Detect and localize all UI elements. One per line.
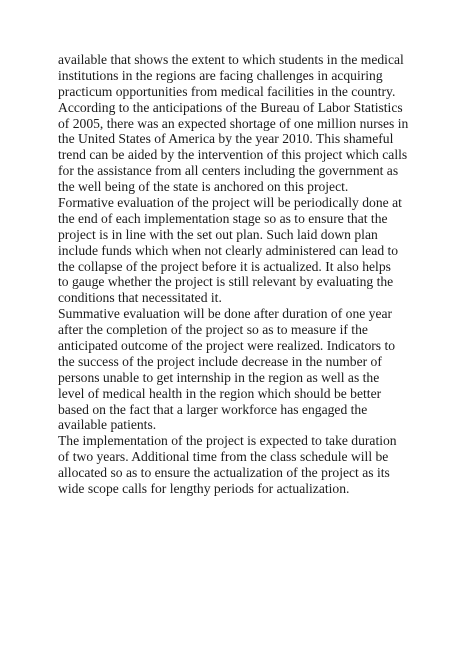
text-line: conditions that necessitated it. [58, 290, 222, 306]
text-line: the collapse of the project before it is actualized. It also helps [58, 258, 391, 274]
text-line: Summative evaluation will be done after duration of one year [58, 306, 393, 322]
text-line: allocated so as to ensure the actualization of the project as its [58, 465, 390, 481]
text-line: the end of each implementation stage so as to ensure that the [58, 210, 388, 226]
text-line: include funds which when not clearly administered can lead to [58, 242, 399, 258]
text-line: The implementation of the project is expected to take duration [58, 433, 397, 449]
text-line: institutions in the regions are facing challenges in acquiring [58, 67, 383, 83]
text-line: after the completion of the project so as to measure if the [58, 322, 368, 338]
text-line: the United States of America by the year 2010. This shameful [58, 131, 394, 147]
text-line: based on the fact that a larger workforce has engaged the [58, 401, 368, 417]
text-line: anticipated outcome of the project were realized. Indicators to [58, 338, 396, 354]
text-line: level of medical health in the region which should be better [58, 385, 382, 401]
text-line: of two years. Additional time from the class schedule will be [58, 449, 389, 465]
text-line: available that shows the extent to which students in the medical [58, 52, 404, 67]
text-line: for the assistance from all centers including the government as [58, 163, 399, 179]
text-line: Formative evaluation of the project will be periodically done at [58, 195, 402, 211]
body-text [58, 52, 430, 497]
text-line: trend can be aided by the intervention of this project which calls [58, 147, 408, 163]
text-line: According to the anticipations of the Bureau of Labor Statistics [58, 99, 403, 115]
text-line: the success of the project include decrease in the number of [58, 353, 382, 369]
text-line: to gauge whether the project is still relevant by evaluating the [58, 274, 394, 290]
text-line: wide scope calls for lengthy periods for actualization. [58, 481, 350, 497]
text-line: project is in line with the set out plan. Such laid down plan [58, 226, 378, 242]
text-line: the well being of the state is anchored on this project. [58, 179, 349, 195]
text-line: available patients. [58, 417, 157, 433]
text-line: persons unable to get internship in the region as well as the [58, 369, 380, 385]
text-line: practicum opportunities from medical facilities in the country. [58, 83, 396, 99]
text-line: of 2005, there was an expected shortage of one million nurses in [58, 115, 409, 131]
